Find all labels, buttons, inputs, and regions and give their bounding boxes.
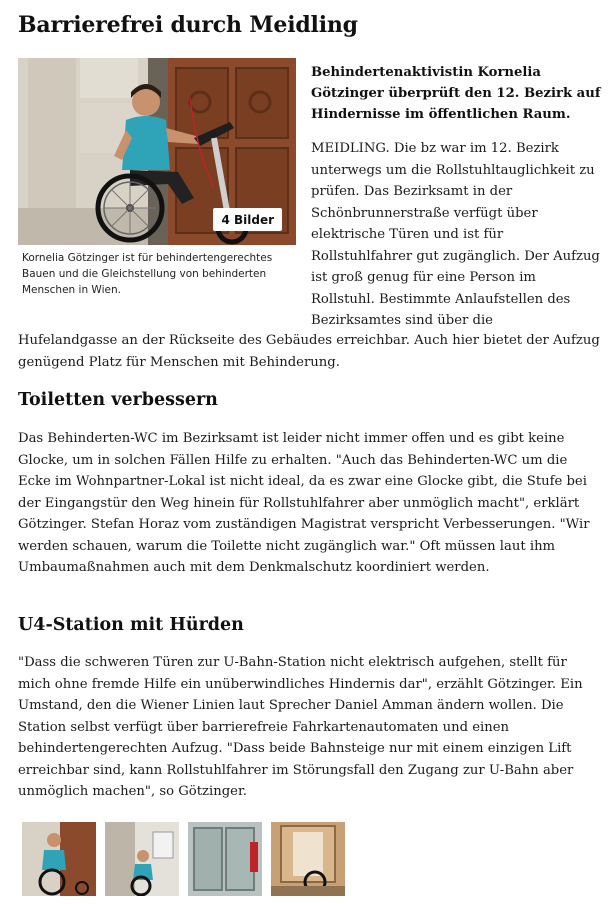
paragraph-1-continued: Hufelandgasse an der Rückseite des Gebäudes erreichbar. Auch hier bietet der Aufzug genügend Platz für Menschen mit Behinderung.	[18, 333, 600, 370]
gallery-thumbnail[interactable]	[22, 822, 96, 896]
gallery-thumbnail[interactable]	[188, 822, 262, 896]
gallery-thumbnail[interactable]	[271, 822, 345, 896]
gallery-thumbnails	[22, 822, 345, 896]
thumbnail-photo-4	[271, 822, 345, 896]
paragraph-1: MEIDLING. Die bz war im 12. Bezirk unterwegs um die Rollstuhltauglichkeit zu prüfen. Das Bezirksamt in der Schönbrunnerstraße verfügt über elektrische Türen und ist für Rollstuhlfahrer gut zugänglich. Der Aufzug ist groß genug für eine Person im Rollstuhl. Bestimmte Anlaufstellen des Bezirksamtes sind über die	[311, 141, 600, 328]
article-intro: Behindertenaktivistin Kornelia Götzinger überprüft den 12. Bezirk auf Hindernisse im öffentlichen Raum.	[311, 65, 601, 122]
paragraph-3: "Dass die schweren Türen zur U-Bahn-Station nicht elektrisch aufgehen, stellt für mich ohne fremde Hilfe ein unüberwindliches Hindernis dar", erzählt Götzinger. Ein Umstand, den die Wiener Linien laut Sprecher Daniel Amman ändern wollen. Die Station selbst verfügt über barrierefreie Fahrkartenautomaten und einen behindertengerechten Aufzug. "Dass beide Bahnsteige nur mit einem einzigen Lift erreichbar sind, kann Rollstuhlfahrer im Störungsfall den Zugang zur U-Bahn aber unmöglich machen", so Götzinger.	[18, 655, 583, 799]
lead-photo[interactable]	[18, 58, 296, 245]
thumbnail-photo-2	[105, 822, 179, 896]
gallery-thumbnail[interactable]	[105, 822, 179, 896]
section-heading-toilets: Toiletten verbessern	[18, 390, 218, 410]
article-title: Barrierefrei durch Meidling	[18, 12, 358, 38]
image-count-badge[interactable]: 4 Bilder	[213, 208, 282, 231]
photo-caption: Kornelia Götzinger ist für behindertengerechtes Bauen und die Gleichstellung von behinderten Menschen in Wien.	[22, 252, 273, 296]
section-heading-u4: U4-Station mit Hürden	[18, 615, 244, 635]
paragraph-2: Das Behinderten-WC im Bezirksamt ist leider nicht immer offen und es gibt keine Glocke, um in solchen Fällen Hilfe zu erhalten. "Auch das Behinderten-WC um die Ecke im Wohnpartner-Lokal ist nicht ideal, da es zwar eine Glocke gibt, die Stufe bei der Eingangstür den Weg hinein für Rollstuhlfahrer aber unmöglich macht", erklärt Götzinger. Stefan Horaz vom zuständigen Magistrat verspricht Verbesserungen. "Wir werden schauen, warum die Toilette nicht zugänglich war." Oft müssen laut ihm Umbaumaßnahmen auch mit dem Denkmalschutz koordiniert werden.	[18, 431, 590, 575]
thumbnail-photo-1	[22, 822, 96, 896]
thumbnail-photo-3	[188, 822, 262, 896]
